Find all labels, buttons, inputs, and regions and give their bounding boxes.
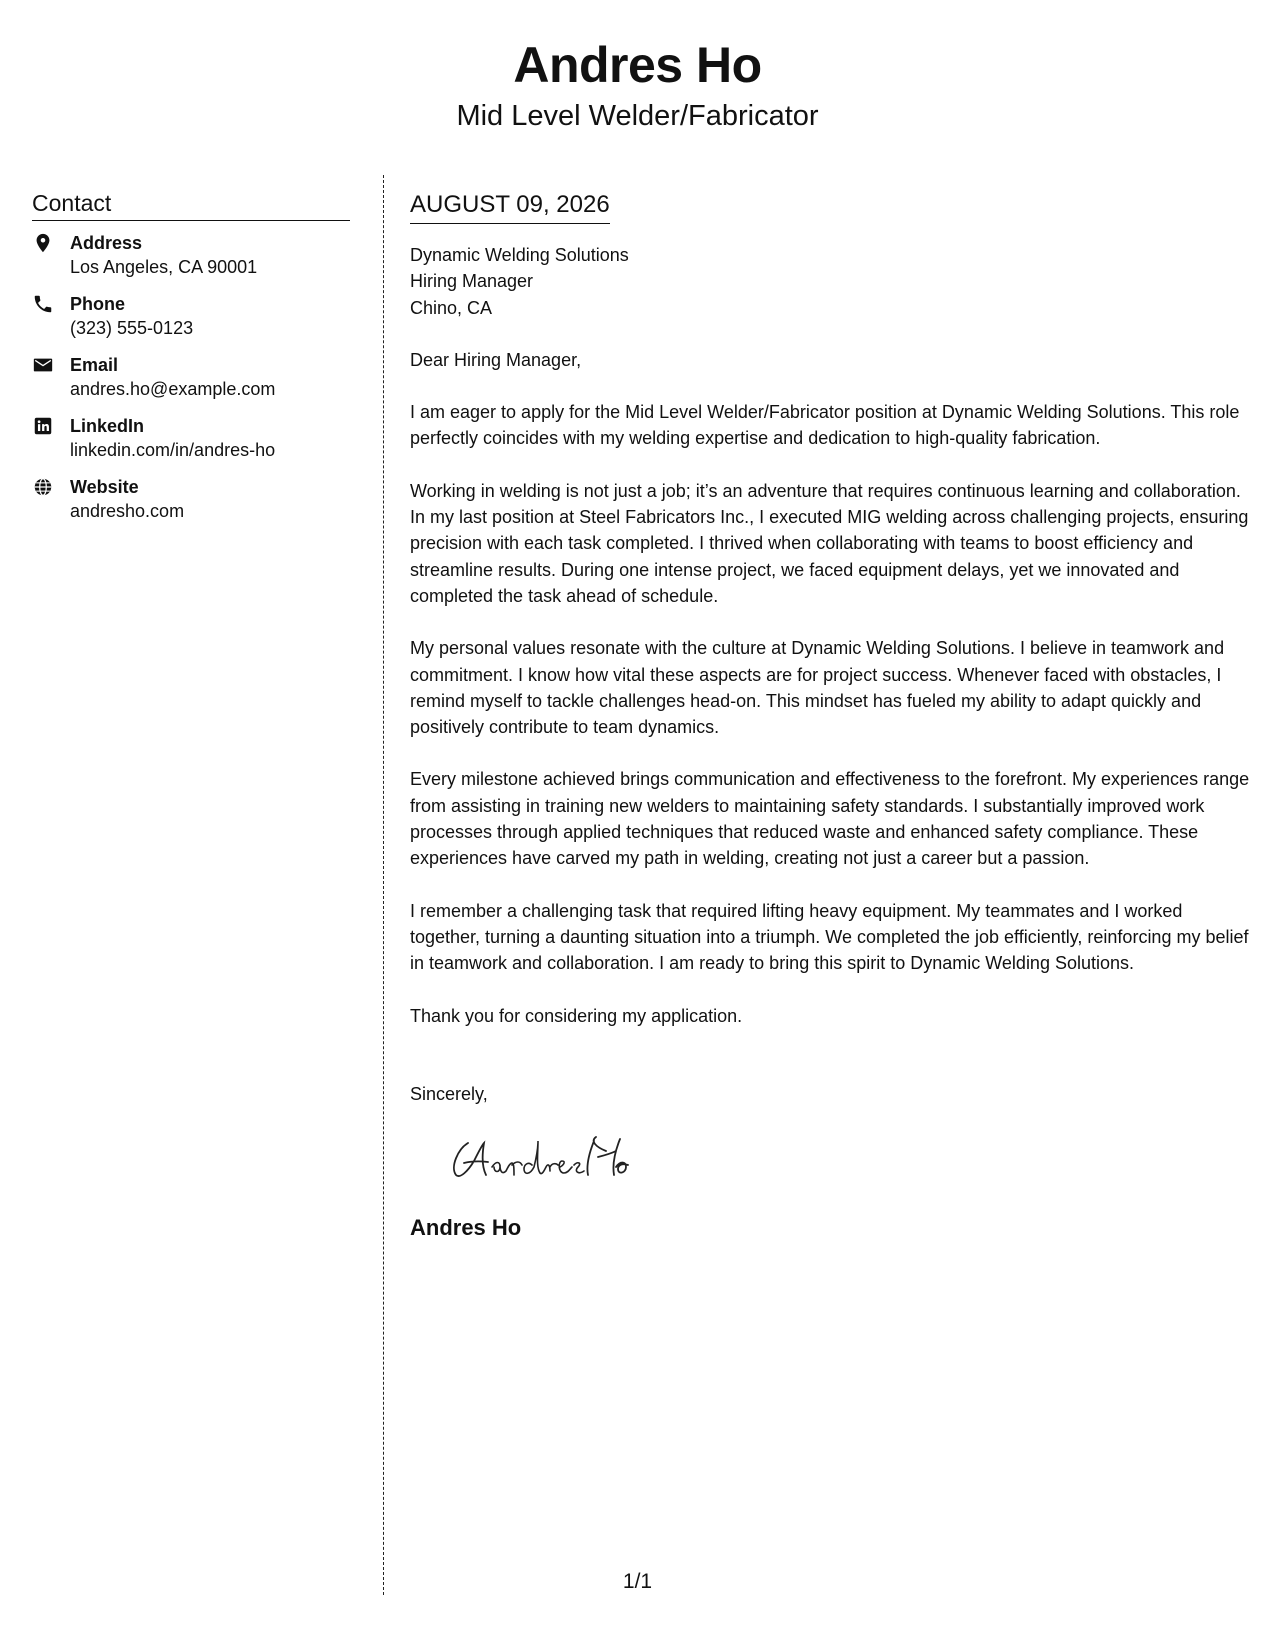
page-number: 1/1 [622, 1570, 653, 1593]
contact-item-website [32, 475, 350, 523]
contact-label: Website [70, 477, 139, 497]
greeting: Dear Hiring Manager, [410, 349, 582, 370]
body-paragraph: I remember a challenging task that required lifting heavy equipment. My teammates and I worked together, turning a daunting situation into a triumph. We completed the job efficiently, reinforcing my belief in teamwork and collaboration. I am ready to bring this spirit to Dynamic Welding Solutions. [410, 900, 1249, 974]
contact-item-address [32, 231, 350, 279]
column-divider [383, 175, 384, 1595]
contact-label: LinkedIn [70, 416, 145, 436]
envelope-icon [32, 354, 56, 378]
contact-value: andres.ho@example.com [70, 379, 276, 399]
recipient-company: Dynamic Welding Solutions [410, 245, 629, 265]
globe-icon [32, 476, 56, 500]
recipient-block [410, 242, 1250, 321]
body-paragraph: Thank you for considering my application. [410, 1005, 743, 1026]
contact-label: Address [70, 233, 143, 253]
phone-icon [32, 293, 56, 317]
contact-value: (323) 555-0123 [70, 318, 194, 338]
recipient-title: Hiring Manager [410, 271, 534, 292]
contact-label: Email [70, 355, 119, 375]
letter-date: AUGUST 09, 2026 [410, 190, 610, 224]
letter-header [0, 30, 1275, 136]
recipient-location: Chino, CA [410, 297, 493, 318]
handwritten-signature [446, 1131, 1250, 1191]
contact-item-phone [32, 292, 350, 340]
body-paragraph: Every milestone achieved brings communication and effectiveness to the forefront. My experiences range from assisting in training new welders to maintaining safety standards. I substantially improved work processes through applied techniques that reduced waste and enhanced safety compliance. These experiences have carved my path in welding, creating not just a career but a passion. [410, 769, 1250, 869]
contact-value: andresho.com [70, 501, 185, 521]
signer-name: Andres Ho [410, 1215, 522, 1241]
applicant-role: Mid Level Welder/Fabricator [456, 100, 819, 132]
location-pin-icon [32, 232, 56, 256]
contact-heading: Contact [32, 188, 350, 221]
body-paragraph: Working in welding is not just a job; it’s an adventure that requires continuous learning and collaboration. In my last position at Steel Fabricators Inc., I executed MIG welding across challenging projects, ensuring precision with each task completed. I thrived when collaborating with teams to boost efficiency and streamline results. During one intense project, we faced equipment delays, yet we innovated and completed the task ahead of schedule. [410, 480, 1249, 606]
contact-label: Phone [70, 294, 126, 314]
contact-value: Los Angeles, CA 90001 [70, 257, 258, 277]
body-paragraph: I am eager to apply for the Mid Level Welder/Fabricator position at Dynamic Welding Solutions. This role perfectly coincides with my welding expertise and dedication to high-quality fabrication. [410, 402, 1240, 449]
closing: Sincerely, [410, 1083, 488, 1104]
letter-body [410, 190, 1250, 1243]
contact-item-email [32, 353, 350, 401]
body-paragraph: My personal values resonate with the culture at Dynamic Welding Solutions. I believe in teamwork and commitment. I know how vital these aspects are for project success. Whenever faced with obstacles, I remind myself to tackle challenges head-on. This mindset has fueled my ability to adapt quickly and positively contribute to team dynamics. [410, 638, 1225, 738]
contact-value: linkedin.com/in/andres-ho [70, 440, 276, 460]
applicant-name: Andres Ho [513, 37, 762, 93]
linkedin-icon [32, 415, 56, 439]
contact-sidebar [32, 188, 350, 536]
contact-item-linkedin [32, 414, 350, 462]
